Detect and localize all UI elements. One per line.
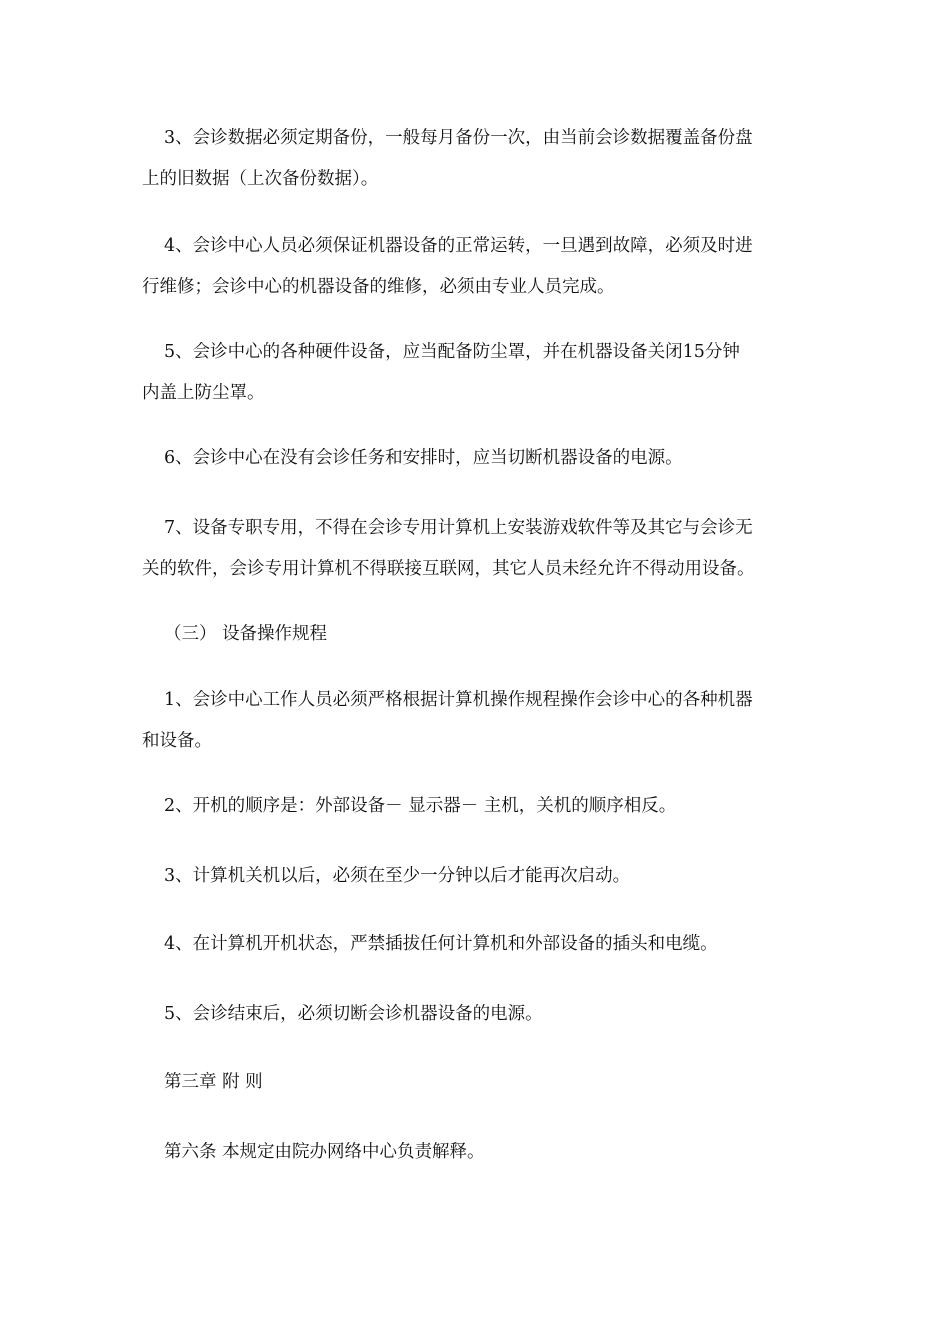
- text-line: 2、开机的顺序是：外部设备－ 显示器－ 主机，关机的顺序相反。: [164, 796, 677, 816]
- text-line: 4、会诊中心人员必须保证机器设备的正常运转，一旦遇到故障，必须及时进: [164, 236, 753, 256]
- article-6-interpretation: [142, 1132, 808, 1173]
- paragraph-op-5-power-off-after: [142, 994, 808, 1035]
- text-line: 内盖上防尘罩。: [142, 383, 265, 403]
- paragraph-rule-5-dust-cover: [142, 332, 808, 414]
- text-line: 3、会诊数据必须定期备份，一般每月备份一次，由当前会诊数据覆盖备份盘: [164, 128, 753, 148]
- text-line: （三） 设备操作规程: [164, 624, 328, 644]
- text-line: 关的软件，会诊专用计算机不得联接互联网，其它人员未经允许不得动用设备。: [142, 559, 755, 579]
- chapter-heading-appendix: [142, 1062, 808, 1103]
- paragraph-rule-6-power-off: [142, 438, 808, 479]
- paragraph-rule-4-maintenance: [142, 226, 808, 308]
- section-heading-operation-rules: [142, 614, 808, 655]
- text-line: 和设备。: [142, 731, 212, 751]
- text-line: 1、会诊中心工作人员必须严格根据计算机操作规程操作会诊中心的各种机器: [164, 690, 753, 710]
- text-line: 行维修；会诊中心的机器设备的维修，必须由专业人员完成。: [142, 277, 615, 297]
- paragraph-op-1-follow-procedures: [142, 680, 808, 762]
- text-line: 6、会诊中心在没有会诊任务和安排时，应当切断机器设备的电源。: [164, 448, 683, 468]
- text-line: 第六条 本规定由院办网络中心负责解释。: [164, 1142, 485, 1162]
- text-line: 3、计算机关机以后，必须在至少一分钟以后才能再次启动。: [164, 866, 631, 886]
- text-line: 7、设备专职专用，不得在会诊专用计算机上安装游戏软件等及其它与会诊无: [164, 518, 753, 538]
- paragraph-op-4-no-hot-plug: [142, 924, 808, 965]
- text-line: 4、在计算机开机状态，严禁插拔任何计算机和外部设备的插头和电缆。: [164, 934, 718, 954]
- paragraph-rule-7-dedicated-use: [142, 508, 808, 590]
- paragraph-op-2-startup-order: [142, 786, 808, 827]
- paragraph-rule-3-backup: [142, 118, 808, 200]
- text-line: 第三章 附 则: [164, 1072, 263, 1092]
- text-line: 5、会诊中心的各种硬件设备，应当配备防尘罩，并在机器设备关闭15分钟: [164, 342, 740, 362]
- paragraph-op-3-restart-wait: [142, 856, 808, 897]
- text-line: 5、会诊结束后，必须切断会诊机器设备的电源。: [164, 1004, 543, 1024]
- text-line: 上的旧数据（上次备份数据）。: [142, 169, 379, 189]
